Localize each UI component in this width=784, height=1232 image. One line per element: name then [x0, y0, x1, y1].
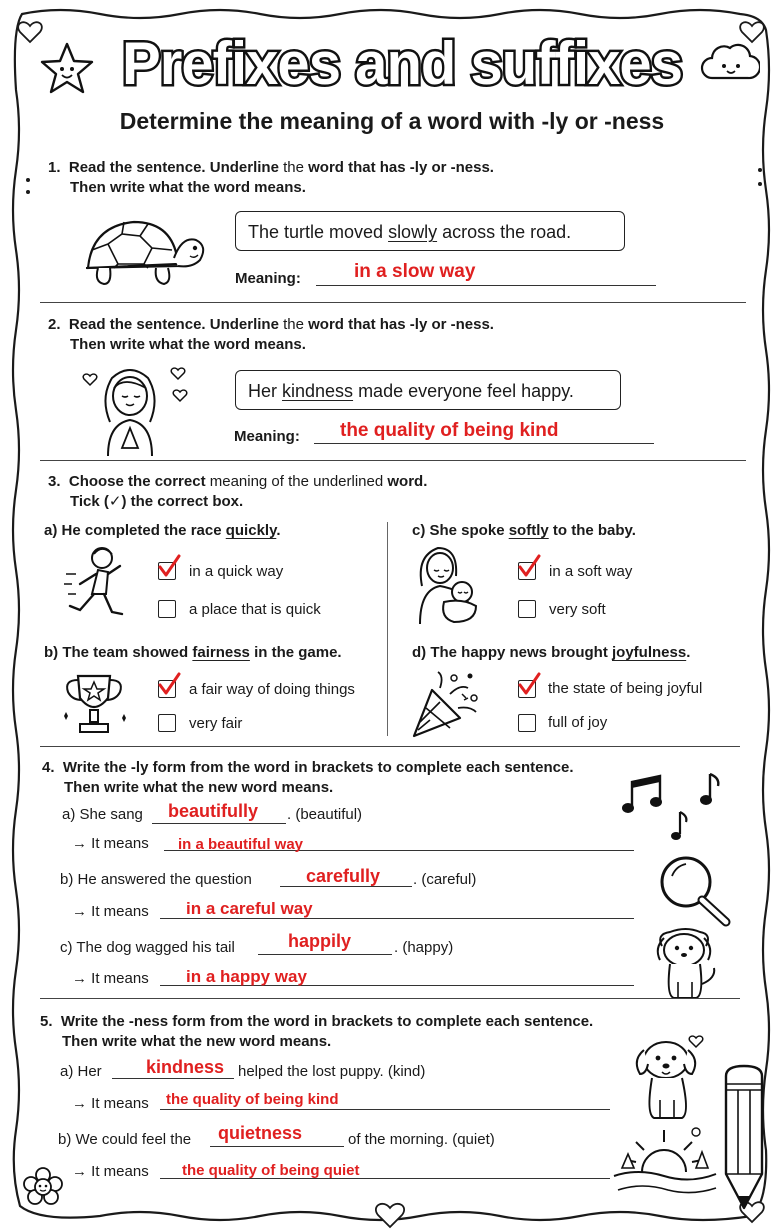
- q3-column-divider: [387, 522, 388, 736]
- q5a-meaning: the quality of being kind: [166, 1091, 339, 1108]
- q2-instr-a: Read the sentence. Underline: [68, 316, 279, 333]
- q1-sentence-post: across the road.: [437, 222, 572, 242]
- q4a-it-means: → It means: [72, 835, 149, 852]
- q5-instr-line2: Then write what the new word means.: [62, 1033, 332, 1050]
- q2-answer-line[interactable]: [314, 443, 654, 444]
- page-title: [112, 22, 692, 102]
- q2-instructions: [48, 315, 494, 355]
- q3c-underlined-word: softly: [508, 522, 549, 539]
- trophy-icon: [58, 672, 130, 738]
- q4c-blank[interactable]: [258, 954, 392, 955]
- q5a-meaning-line[interactable]: [160, 1109, 610, 1110]
- q3a-checkbox-2[interactable]: [158, 600, 176, 618]
- q5a-post: helped the lost puppy. (kind): [238, 1063, 426, 1080]
- q2-sentence-post: made everyone feel happy.: [353, 381, 574, 401]
- q4-instr-line2: Then write what the new word means.: [64, 779, 334, 796]
- q3-instr-line2: Tick (✓) the correct box.: [70, 493, 244, 510]
- q3d-underlined-word: joyfulness: [612, 644, 687, 661]
- q2-sentence-pre: Her: [248, 381, 283, 401]
- q4c-post: . (happy): [394, 939, 454, 956]
- q3c-checkbox-2[interactable]: [518, 600, 536, 618]
- q3c-option-2: very soft: [549, 601, 606, 618]
- q5b-it-means: → It means: [72, 1163, 149, 1180]
- girl-icon: [78, 358, 188, 458]
- q2-sentence-box: [235, 370, 621, 410]
- q5b-blank[interactable]: [210, 1146, 344, 1147]
- turtle-icon: [78, 208, 208, 292]
- q3-instructions: [48, 472, 427, 512]
- q1-answer-line[interactable]: [316, 285, 656, 286]
- q3c-option-1: in a soft way: [549, 563, 633, 580]
- q3c-checkbox-1[interactable]: [518, 562, 536, 580]
- q4c-answer: happily: [288, 931, 352, 951]
- q5b-meaning: the quality of being quiet: [182, 1162, 360, 1179]
- q3d-option-2: full of joy: [548, 714, 608, 731]
- q5b-answer: quietness: [218, 1123, 303, 1143]
- q5a-blank[interactable]: [112, 1078, 234, 1079]
- q3a-option-1: in a quick way: [189, 563, 284, 580]
- q1-underlined-word[interactable]: slowly: [388, 222, 438, 242]
- q3-instr-c: word.: [387, 473, 428, 490]
- q1-instr-c: word that has -ly or -ness.: [308, 159, 494, 176]
- q3d-post: .: [686, 644, 691, 661]
- q5a-pre: a) Her: [60, 1063, 102, 1080]
- magnifier-icon: [656, 852, 734, 928]
- q2-instr-line2: Then write what the word means.: [70, 336, 306, 353]
- q3b-checkbox-2[interactable]: [158, 714, 176, 732]
- dog-icon: [630, 1030, 710, 1122]
- q3a-option-2: a place that is quick: [189, 601, 321, 618]
- q4a-blank[interactable]: [152, 823, 286, 824]
- q4b-post: . (careful): [413, 871, 477, 888]
- q4c-meaning: in a happy way: [186, 967, 307, 986]
- q3b-option-1: a fair way of doing things: [189, 681, 355, 698]
- page-title-text: Prefixes and suffixes: [122, 30, 682, 97]
- q3d-pre: d) The happy news brought: [412, 644, 612, 661]
- runner-icon: [62, 544, 132, 628]
- q1-instr-line2: Then write what the word means.: [70, 179, 306, 196]
- checkmark-icon: [517, 672, 541, 698]
- q2-answer: the quality of being kind: [340, 420, 559, 441]
- pencil-icon: [718, 1062, 770, 1212]
- q4b-pre: b) He answered the question: [60, 871, 252, 888]
- q4b-it-means: → It means: [72, 903, 149, 920]
- q1-sentence-box: [235, 211, 625, 251]
- q1-sentence-pre: The turtle moved: [248, 222, 389, 242]
- divider: [40, 460, 746, 461]
- q3a-question: [44, 522, 280, 539]
- cloud-icon: [700, 38, 760, 88]
- q4c-it-means: → It means: [72, 970, 149, 987]
- q3-number: 3.: [48, 473, 61, 490]
- q3c-question: [412, 522, 636, 539]
- q1-instr-a: Read the sentence. Underline: [68, 159, 279, 176]
- q5b-post: of the morning. (quiet): [348, 1131, 495, 1148]
- q5-instr-line1: Write the -ness form from the word in brackets to complete each sentence.: [60, 1013, 594, 1030]
- q4a-meaning: in a beautiful way: [178, 836, 304, 853]
- page-subtitle: Determine the meaning of a word with -ly or -ness: [119, 108, 665, 134]
- q3b-pre: b) The team showed: [44, 644, 193, 661]
- q3c-pre: c) She spoke: [412, 522, 509, 539]
- q4-instructions: [42, 758, 574, 798]
- q5-instructions: [40, 1012, 593, 1052]
- q2-meaning-label: Meaning:: [234, 428, 300, 445]
- flower-icon: [20, 1166, 66, 1208]
- q3-instr-a: Choose the correct: [68, 473, 206, 490]
- q3-instr-b: meaning of the underlined: [205, 473, 388, 490]
- checkmark-icon: [157, 554, 181, 580]
- divider: [40, 302, 746, 303]
- q1-answer: in a slow way: [354, 261, 476, 282]
- q5a-it-means: → It means: [72, 1095, 149, 1112]
- q3c-post: to the baby.: [548, 522, 636, 539]
- q3d-question: [412, 644, 690, 661]
- q1-meaning-label: Meaning:: [235, 270, 301, 287]
- q5a-answer: kindness: [146, 1057, 225, 1077]
- q3b-post: in the game.: [249, 644, 342, 661]
- checkmark-icon: [157, 672, 181, 698]
- q3a-checkbox-1[interactable]: [158, 562, 176, 580]
- divider: [40, 746, 740, 747]
- q4-instr-line1: Write the -ly form from the word in brackets to complete each sentence.: [62, 759, 574, 776]
- sunrise-icon: [612, 1124, 718, 1196]
- q1-instr-b: the: [278, 159, 309, 176]
- star-icon: [38, 40, 96, 98]
- q4a-post: . (beautiful): [287, 806, 363, 823]
- q3a-underlined-word: quickly: [225, 522, 277, 539]
- q5b-pre: b) We could feel the: [58, 1131, 192, 1148]
- q4c-pre: c) The dog wagged his tail: [60, 939, 235, 956]
- q3b-checkbox-1[interactable]: [158, 680, 176, 698]
- q5-number: 5.: [40, 1013, 53, 1030]
- q2-instr-b: the: [278, 316, 309, 333]
- party-popper-icon: [410, 668, 482, 740]
- q1-instructions: [48, 158, 494, 198]
- q3b-underlined-word: fairness: [192, 644, 250, 661]
- music-notes-icon: [622, 772, 726, 844]
- q1-number: 1.: [48, 159, 61, 176]
- q3b-question: [44, 644, 342, 661]
- q4a-answer: beautifully: [168, 801, 259, 821]
- q3b-option-2: very fair: [189, 715, 243, 732]
- checkmark-icon: [517, 554, 541, 580]
- q4b-meaning: in a careful way: [186, 899, 313, 918]
- puppy-icon: [648, 926, 724, 1002]
- q3a-post: .: [276, 522, 281, 539]
- q2-instr-c: word that has -ly or -ness.: [308, 316, 494, 333]
- q2-number: 2.: [48, 316, 61, 333]
- q4-number: 4.: [42, 759, 55, 776]
- q2-underlined-word[interactable]: kindness: [282, 381, 354, 401]
- divider: [40, 998, 740, 999]
- q3d-checkbox-1[interactable]: [518, 680, 536, 698]
- q3d-option-1: the state of being joyful: [548, 680, 703, 697]
- q4a-pre: a) She sang: [62, 806, 143, 823]
- mother-baby-icon: [412, 542, 484, 626]
- q4b-answer: carefully: [306, 866, 381, 886]
- q3d-checkbox-2[interactable]: [518, 714, 536, 732]
- q3a-pre: a) He completed the race: [44, 522, 226, 539]
